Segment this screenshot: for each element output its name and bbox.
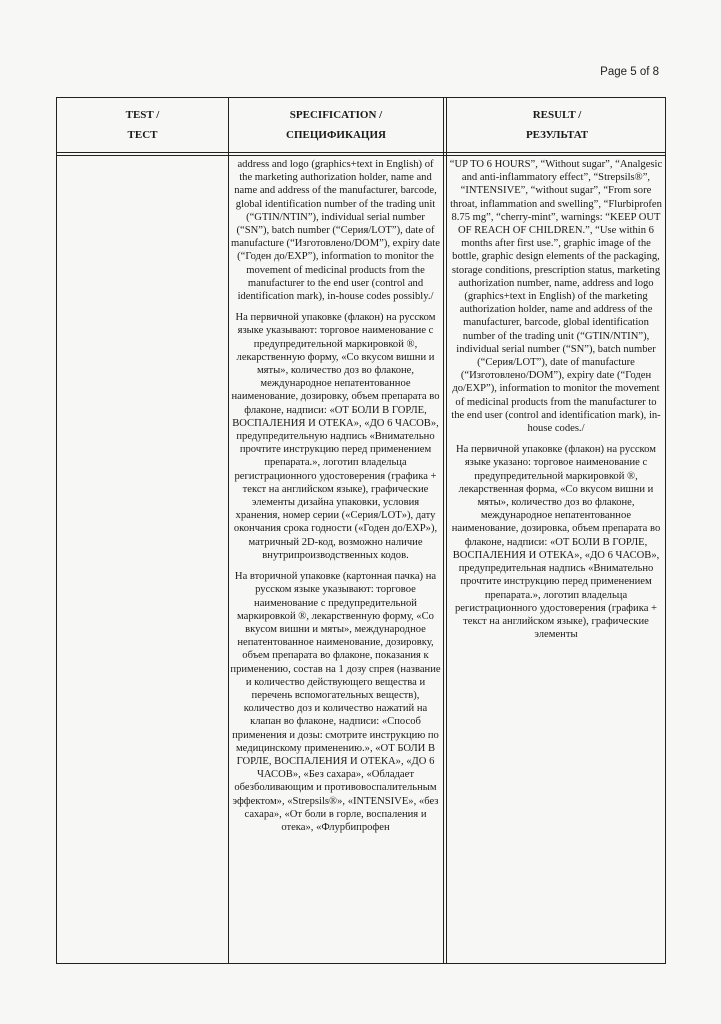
header-test xyxy=(57,98,228,152)
result-paragraph: “UP TO 6 HOURS”, “Without sugar”, “Analgesic and anti-inflammatory effect”, “Strepsils®”, “INTENSIVE”, “without sugar”, “From sore throat, inflammation and swelling”, “Flurbiprofen 8.75 mg”, “cherry-mint”, warnings: “KEEP OUT OF REACH OF CHILDREN.”, “Use within 6 months after first use.”, graphic image of the bottle, graphic design elements of the packaging, storage conditions, prescription status, marketing authorization number, name, address and logo (graphics+text in English) of the marketing authorization holder, name and address of the manufacturer, barcode, global identification number of the trading unit (“GTIN/NTIN”), individual serial number (“SN”), batch number (“Серия/LOT”), date of manufacture (“Изготовлено/DOM”), expiry date (“Годен до/EXP”), information to monitor the movement of medicinal products from the manufacturer to the end user (control and identification mark), in-house codes./ xyxy=(449,159,663,435)
result-paragraph: На первичной упаковке (флакон) на русском языке указано: торговое наименование с предупредительной маркировкой ®, лекарственная форма, «Со вкусом вишни и мяты», количество доз во флаконе, международное непатентованное наименование, дозировка, объем препарата во флаконе, надписи: «ОТ БОЛИ В ГОРЛЕ, ВОСПАЛЕНИЯ И ОТЕКА», «ДО 6 ЧАСОВ», предупредительная надпись «Внимательно прочтите инструкцию перед применением препарата.», логотип владельца регистрационного удостоверения (графика + текст на английском языке), графические элементы xyxy=(451,444,661,641)
header-result-en: RESULT / xyxy=(532,109,582,121)
column-divider xyxy=(446,98,447,963)
header-spec-ru: СПЕЦИФИКАЦИЯ xyxy=(286,129,386,141)
specification-paragraph: address and logo (graphics+text in English) of the marketing authorization holder, name and name and address of the manufacturer, barcode, global identification number of the trading unit (“GTIN/NTIN”), individual serial number (“SN”), batch number (“Серия/LOT”), date of manufacture (“Изготовлено/DOM”), expiry date (“Годен до/EXP”), information to monitor the movement of medicinal products from the manufacturer to the end user (control and identification mark), in-house codes possibly./ xyxy=(230,159,441,303)
header-result-ru: РЕЗУЛЬТАТ xyxy=(525,129,589,141)
header-result xyxy=(447,98,667,152)
header-test-ru: ТЕСТ xyxy=(127,129,158,141)
header-divider xyxy=(57,155,665,156)
header-test-en: TEST / xyxy=(125,109,160,121)
header-specification xyxy=(229,98,443,152)
result-cell xyxy=(449,158,663,649)
column-divider xyxy=(443,98,444,963)
header-spec-en: SPECIFICATION / xyxy=(289,109,383,121)
page-number: Page 5 of 8 xyxy=(600,66,659,78)
specification-cell xyxy=(230,158,441,842)
column-divider xyxy=(228,98,229,963)
specification-paragraph: На первичной упаковке (флакон) на русском языке указывают: торговое наименование с предупредительной маркировкой ®, лекарственную форму, «Со вкусом вишни и мяты», количество доз во флаконе, международное непатентованное наименование, дозировку, объем препарата во флаконе, надписи: «ОТ БОЛИ В ГОРЛЕ, ВОСПАЛЕНИЯ И ОТЕКА», «ДО 6 ЧАСОВ», предупредительную надпись «Внимательно прочтите инструкцию перед применением препарата.», логотип владельца регистрационного удостоверения (графика + текст на английском языке), графические элементы дизайна упаковки, условия хранения, номер серии («Серия/LOT»), дату окончания срока годности («Годен до/EXP»), матричный 2D-код, возможно наличие внутрипроизводственных кодов. xyxy=(231,312,440,561)
results-table xyxy=(56,97,666,964)
header-divider xyxy=(57,152,665,153)
specification-paragraph: На вторичной упаковке (картонная пачка) на русском языке указывают: торговое наименование с предупредительной маркировкой ®, лекарственную форму, «Со вкусом вишни и мяты», международное непатентованное наименование, дозировку, объем препарата во флаконе, показания к применению, состав на 1 дозу спрея (название и количество действующего вещества и перечень вспомогательных веществ), количество доз и количество нажатий на клапан во флаконе, надписи: «Способ применения и дозы: смотрите инструкцию по медицинскому применению.», «ОТ БОЛИ В ГОРЛЕ, ВОСПАЛЕНИЯ И ОТЕКА», «ДО 6 ЧАСОВ», «Без сахара», «Обладает обезболивающим и противовоспалительным эффектом», «Strepsils®», «INTENSIVE», «без сахара», «От боли в горле, воспаления и отека», «Флурбипрофен xyxy=(230,571,441,833)
